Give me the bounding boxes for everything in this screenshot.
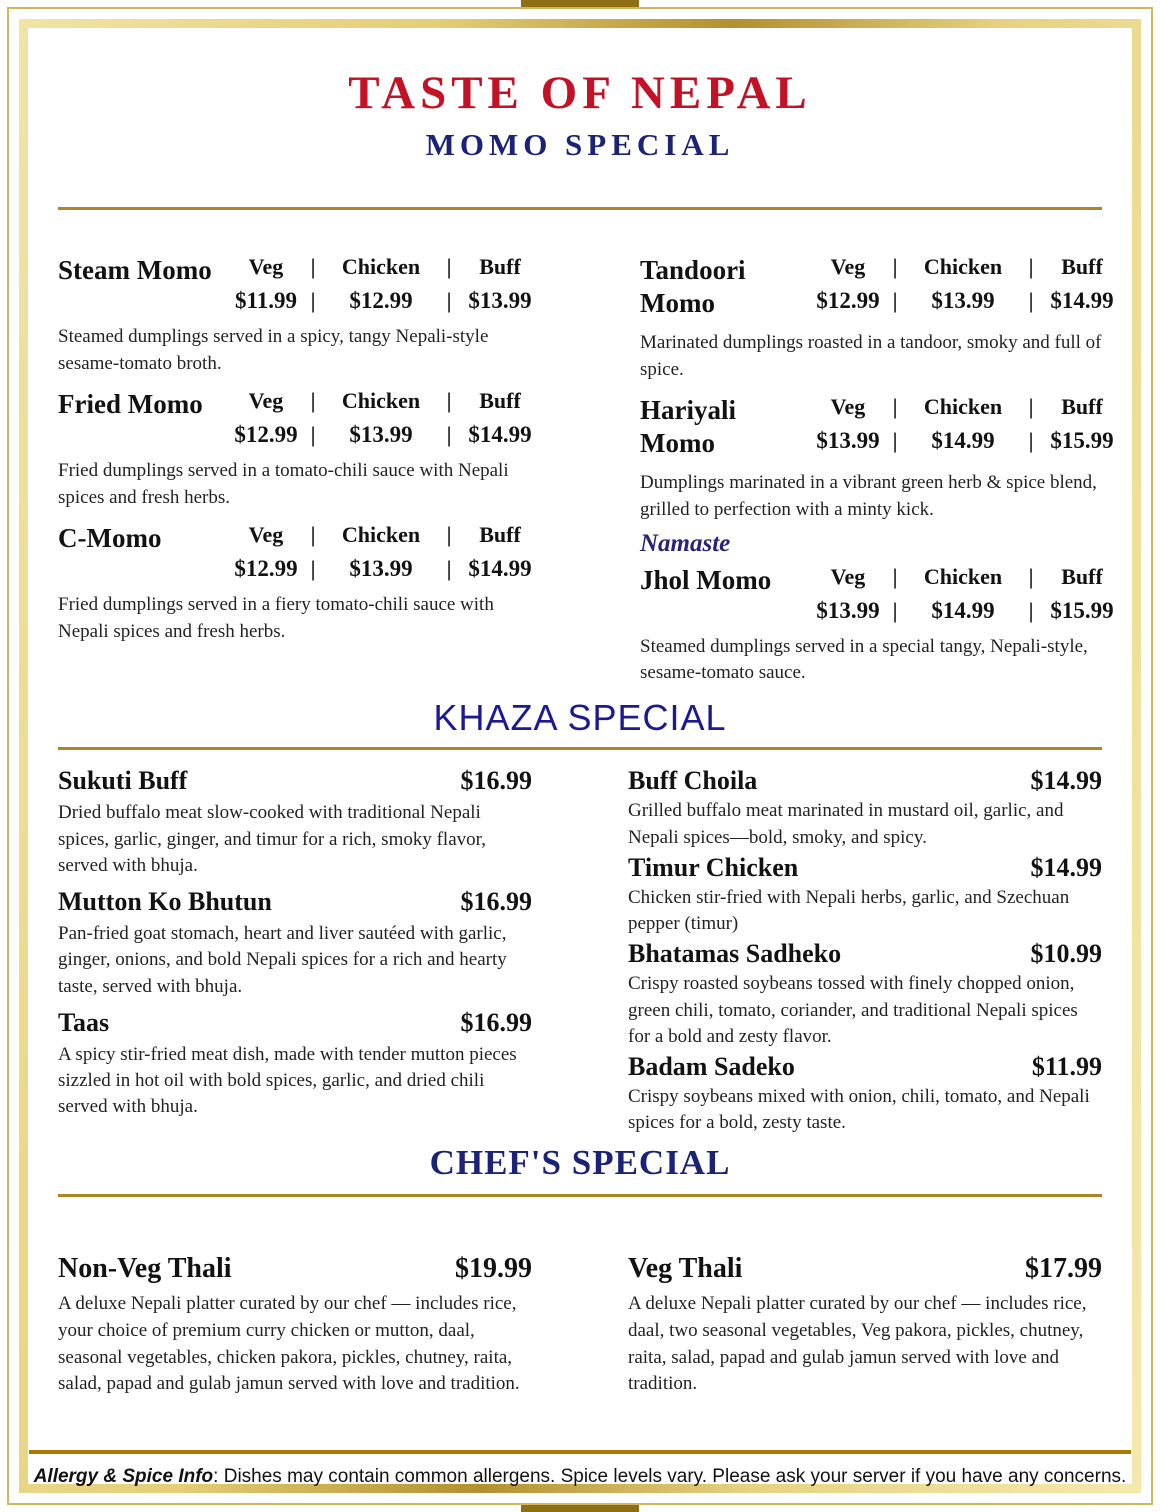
dish-description: Crispy roasted soybeans tossed with finely chopped onion, green chili, tomato, coriander, and traditional Nepali spices for a bold and zesty flavor. [628,973,1078,1047]
variant-label: Veg [248,387,284,413]
separator: | [310,555,316,581]
dish-name: Mutton Ko Bhutun [58,887,272,917]
menu-item-timur-chicken [628,853,1102,937]
separator: | [892,563,898,589]
dish-name: Badam Sadeko [628,1051,795,1081]
variant-label: Chicken [923,563,1003,589]
separator: | [446,387,452,413]
dish-description: Steamed dumplings served in a special tangy, Nepali-style, sesame-tomato sauce. [640,635,1088,684]
item-head [58,1253,532,1285]
price: $10.99 [1030,939,1102,969]
gold-divider [58,1194,1102,1197]
separator: | [892,253,898,279]
dish-name: Sukuti Buff [58,766,188,796]
price: $14.99 [468,421,532,447]
top-edge-ornament [521,0,639,7]
separator: | [892,393,898,419]
price: $16.99 [460,766,532,796]
dish-description: Steamed dumplings served in a spicy, tangy Nepali-style sesame-tomato broth. [58,325,489,374]
menu-header [58,68,1102,163]
dish-description: Fried dumplings served in a fiery tomato-chili sauce with Nepali spices and fresh herbs. [58,593,494,642]
price: $13.99 [349,555,413,581]
price: $14.99 [931,427,995,453]
variant-price-table [808,564,1126,624]
dish-description: Grilled buffalo meat marinated in mustard oil, garlic, and Nepali spices—bold, smoky, and spicy. [628,800,1064,848]
variant-label: Veg [248,253,284,279]
variant-label: Buff [479,387,521,413]
dish-description: Marinated dumplings roasted in a tandoor, smoky and full of spice. [640,331,1102,380]
variant-label: Veg [830,563,866,589]
separator: | [892,427,898,453]
separator: | [310,287,316,313]
price: $13.99 [349,421,413,447]
price: $16.99 [460,1007,532,1037]
momo-right-column [640,254,1126,698]
item-head [640,394,1126,460]
price: $12.99 [816,287,880,313]
separator: | [892,597,898,623]
momo-section [58,253,1114,698]
variant-price-table [226,522,544,582]
menu-item-buff-choila [628,766,1102,850]
dish-description: Pan-fried goat stomach, heart and liver sautéed with garlic, ginger, onions, and bold Nepali spices for a rich and hearty taste, served with bhuja. [58,923,507,997]
price: $17.99 [1025,1253,1102,1285]
item-head [628,853,1102,883]
dish-name: Jhol Momo [640,564,772,595]
allergy-footer [29,1450,1131,1488]
variant-label: Veg [830,253,866,279]
separator: | [892,287,898,313]
price: $15.99 [1050,597,1114,623]
section-title-khaza: KHAZA SPECIAL [433,697,727,739]
separator: | [446,253,452,279]
menu-item-badam-sadeko [628,1052,1102,1136]
separator: | [1028,287,1034,313]
chefs-section [58,1253,1102,1397]
price: $12.99 [234,421,298,447]
item-head [628,1052,1102,1082]
item-head [58,1008,532,1038]
menu-item-non-veg-thali [58,1253,532,1397]
item-head [640,564,1126,624]
item-head [628,939,1102,969]
price: $13.99 [931,287,995,313]
price: $12.99 [349,287,413,313]
price: $13.99 [816,427,880,453]
separator: | [1028,393,1034,419]
price: $12.99 [234,555,298,581]
menu-content [28,28,1132,1484]
dish-name: Tandoori Momo [640,254,746,318]
variant-price-table [226,254,544,314]
menu-item-hariyali-momo [640,394,1126,524]
allergy-note-text: : Dishes may contain common allergens. Spice levels vary. Please ask your server if you have any concerns. [213,1466,1127,1487]
dish-description: A deluxe Nepali platter curated by our chef — includes rice, daal, two seasonal vegetables, Veg pakora, pickles, chutney, raita, salad, papad and gulab jamun served with love and tradition. [628,1293,1087,1395]
dish-name: Taas [58,1007,110,1037]
dish-name: Veg Thali [628,1253,743,1285]
menu-item-taas [58,1008,532,1121]
variant-label: Buff [1061,563,1103,589]
price: $11.99 [235,287,297,313]
gold-divider [29,1450,1131,1454]
price: $13.99 [816,597,880,623]
menu-item-steam-momo [58,254,544,378]
bottom-edge-ornament [521,1505,639,1512]
dish-description: Dumplings marinated in a vibrant green herb & spice blend, grilled to perfection with a minty kick. [640,471,1097,520]
dish-description: A spicy stir-fried meat dish, made with tender mutton pieces sizzled in hot oil with bold spices, garlic, and dried chili served with bhuja. [58,1043,517,1118]
variant-label: Chicken [341,387,421,413]
gold-divider [58,207,1102,210]
separator: | [446,555,452,581]
variant-label: Veg [248,521,284,547]
dish-name: Buff Choila [628,766,758,796]
price: $19.99 [455,1253,532,1285]
separator: | [446,521,452,547]
variant-price-table [808,394,1126,454]
separator: | [310,387,316,413]
separator: | [446,287,452,313]
variant-label: Chicken [923,253,1003,279]
dish-description: Crispy soybeans mixed with onion, chili, tomato, and Nepali spices for a bold, zesty taste. [628,1085,1090,1134]
menu-subtitle: MOMO SPECIAL [425,126,735,162]
dish-name: Timur Chicken [628,852,799,882]
item-head [58,887,532,917]
variant-label: Buff [479,253,521,279]
dish-description: Chicken stir-fried with Nepali herbs, garlic, and Szechuan pepper (timur) [628,886,1070,935]
item-head [628,1253,1102,1285]
price: $11.99 [1031,1051,1102,1081]
separator: | [1028,597,1034,623]
variant-label: Veg [830,393,866,419]
variant-label: Buff [1061,393,1103,419]
separator: | [446,421,452,447]
separator: | [310,521,316,547]
allergy-note [29,1466,1131,1488]
dish-description: A deluxe Nepali platter curated by our chef — includes rice, your choice of premium curry chicken or mutton, daal, seasonal vegetables, chicken pakora, pickles, chutney, raita, salad, papad and gulab jamun served with love and tradition. [58,1293,520,1395]
menu-item-bhatamas-sadheko [628,939,1102,1050]
variant-label: Buff [1061,253,1103,279]
menu-item-mutton-ko-bhutun [58,887,532,1000]
dish-name: C-Momo [58,522,162,553]
allergy-note-label: Allergy & Spice Info [33,1466,214,1487]
item-head [58,766,532,796]
variant-label: Chicken [341,253,421,279]
item-head [58,254,544,314]
menu-item-fried-momo [58,388,544,512]
item-head [58,522,544,582]
separator: | [310,421,316,447]
variant-label: Buff [479,521,521,547]
price: $14.99 [1050,287,1114,313]
variant-price-table [808,254,1126,314]
variant-label: Chicken [923,393,1003,419]
restaurant-name: TASTE OF NEPAL [348,67,812,119]
item-head [58,388,544,448]
dish-description: Fried dumplings served in a tomato-chili sauce with Nepali spices and fresh herbs. [58,459,509,508]
price: $14.99 [931,597,995,623]
khaza-section [58,766,1102,1138]
separator: | [310,253,316,279]
dish-description: Dried buffalo meat slow-cooked with traditional Nepali spices, garlic, ginger, and timur for a rich, smoky flavor, served with bhuja. [58,802,486,876]
separator: | [1028,427,1034,453]
dish-name: Bhatamas Sadheko [628,939,842,969]
section-title-chefs: CHEF'S SPECIAL [429,1143,731,1183]
price: $13.99 [468,287,532,313]
separator: | [1028,563,1034,589]
menu-item-sukuti-buff [58,766,532,879]
namaste-tag: Namaste [640,529,731,557]
menu-item-c-momo [58,522,544,646]
variant-label: Chicken [341,521,421,547]
price: $15.99 [1050,427,1114,453]
price: $14.99 [468,555,532,581]
dish-name: Non-Veg Thali [58,1253,232,1285]
khaza-right-column [628,766,1102,1138]
menu-item-veg-thali [628,1253,1102,1397]
price: $14.99 [1030,852,1102,882]
dish-name: Hariyali Momo [640,394,736,458]
khaza-left-column [58,766,532,1138]
separator: | [1028,253,1034,279]
price: $16.99 [460,887,532,917]
menu-item-tandoori-momo [640,254,1126,384]
price: $14.99 [1030,766,1102,796]
dish-name: Fried Momo [58,388,203,419]
variant-price-table [226,388,544,448]
menu-item-jhol-momo [640,530,1126,688]
item-head [628,766,1102,796]
item-head [640,254,1126,320]
gold-divider [58,747,1102,750]
momo-left-column [58,254,544,698]
dish-name: Steam Momo [58,254,212,285]
